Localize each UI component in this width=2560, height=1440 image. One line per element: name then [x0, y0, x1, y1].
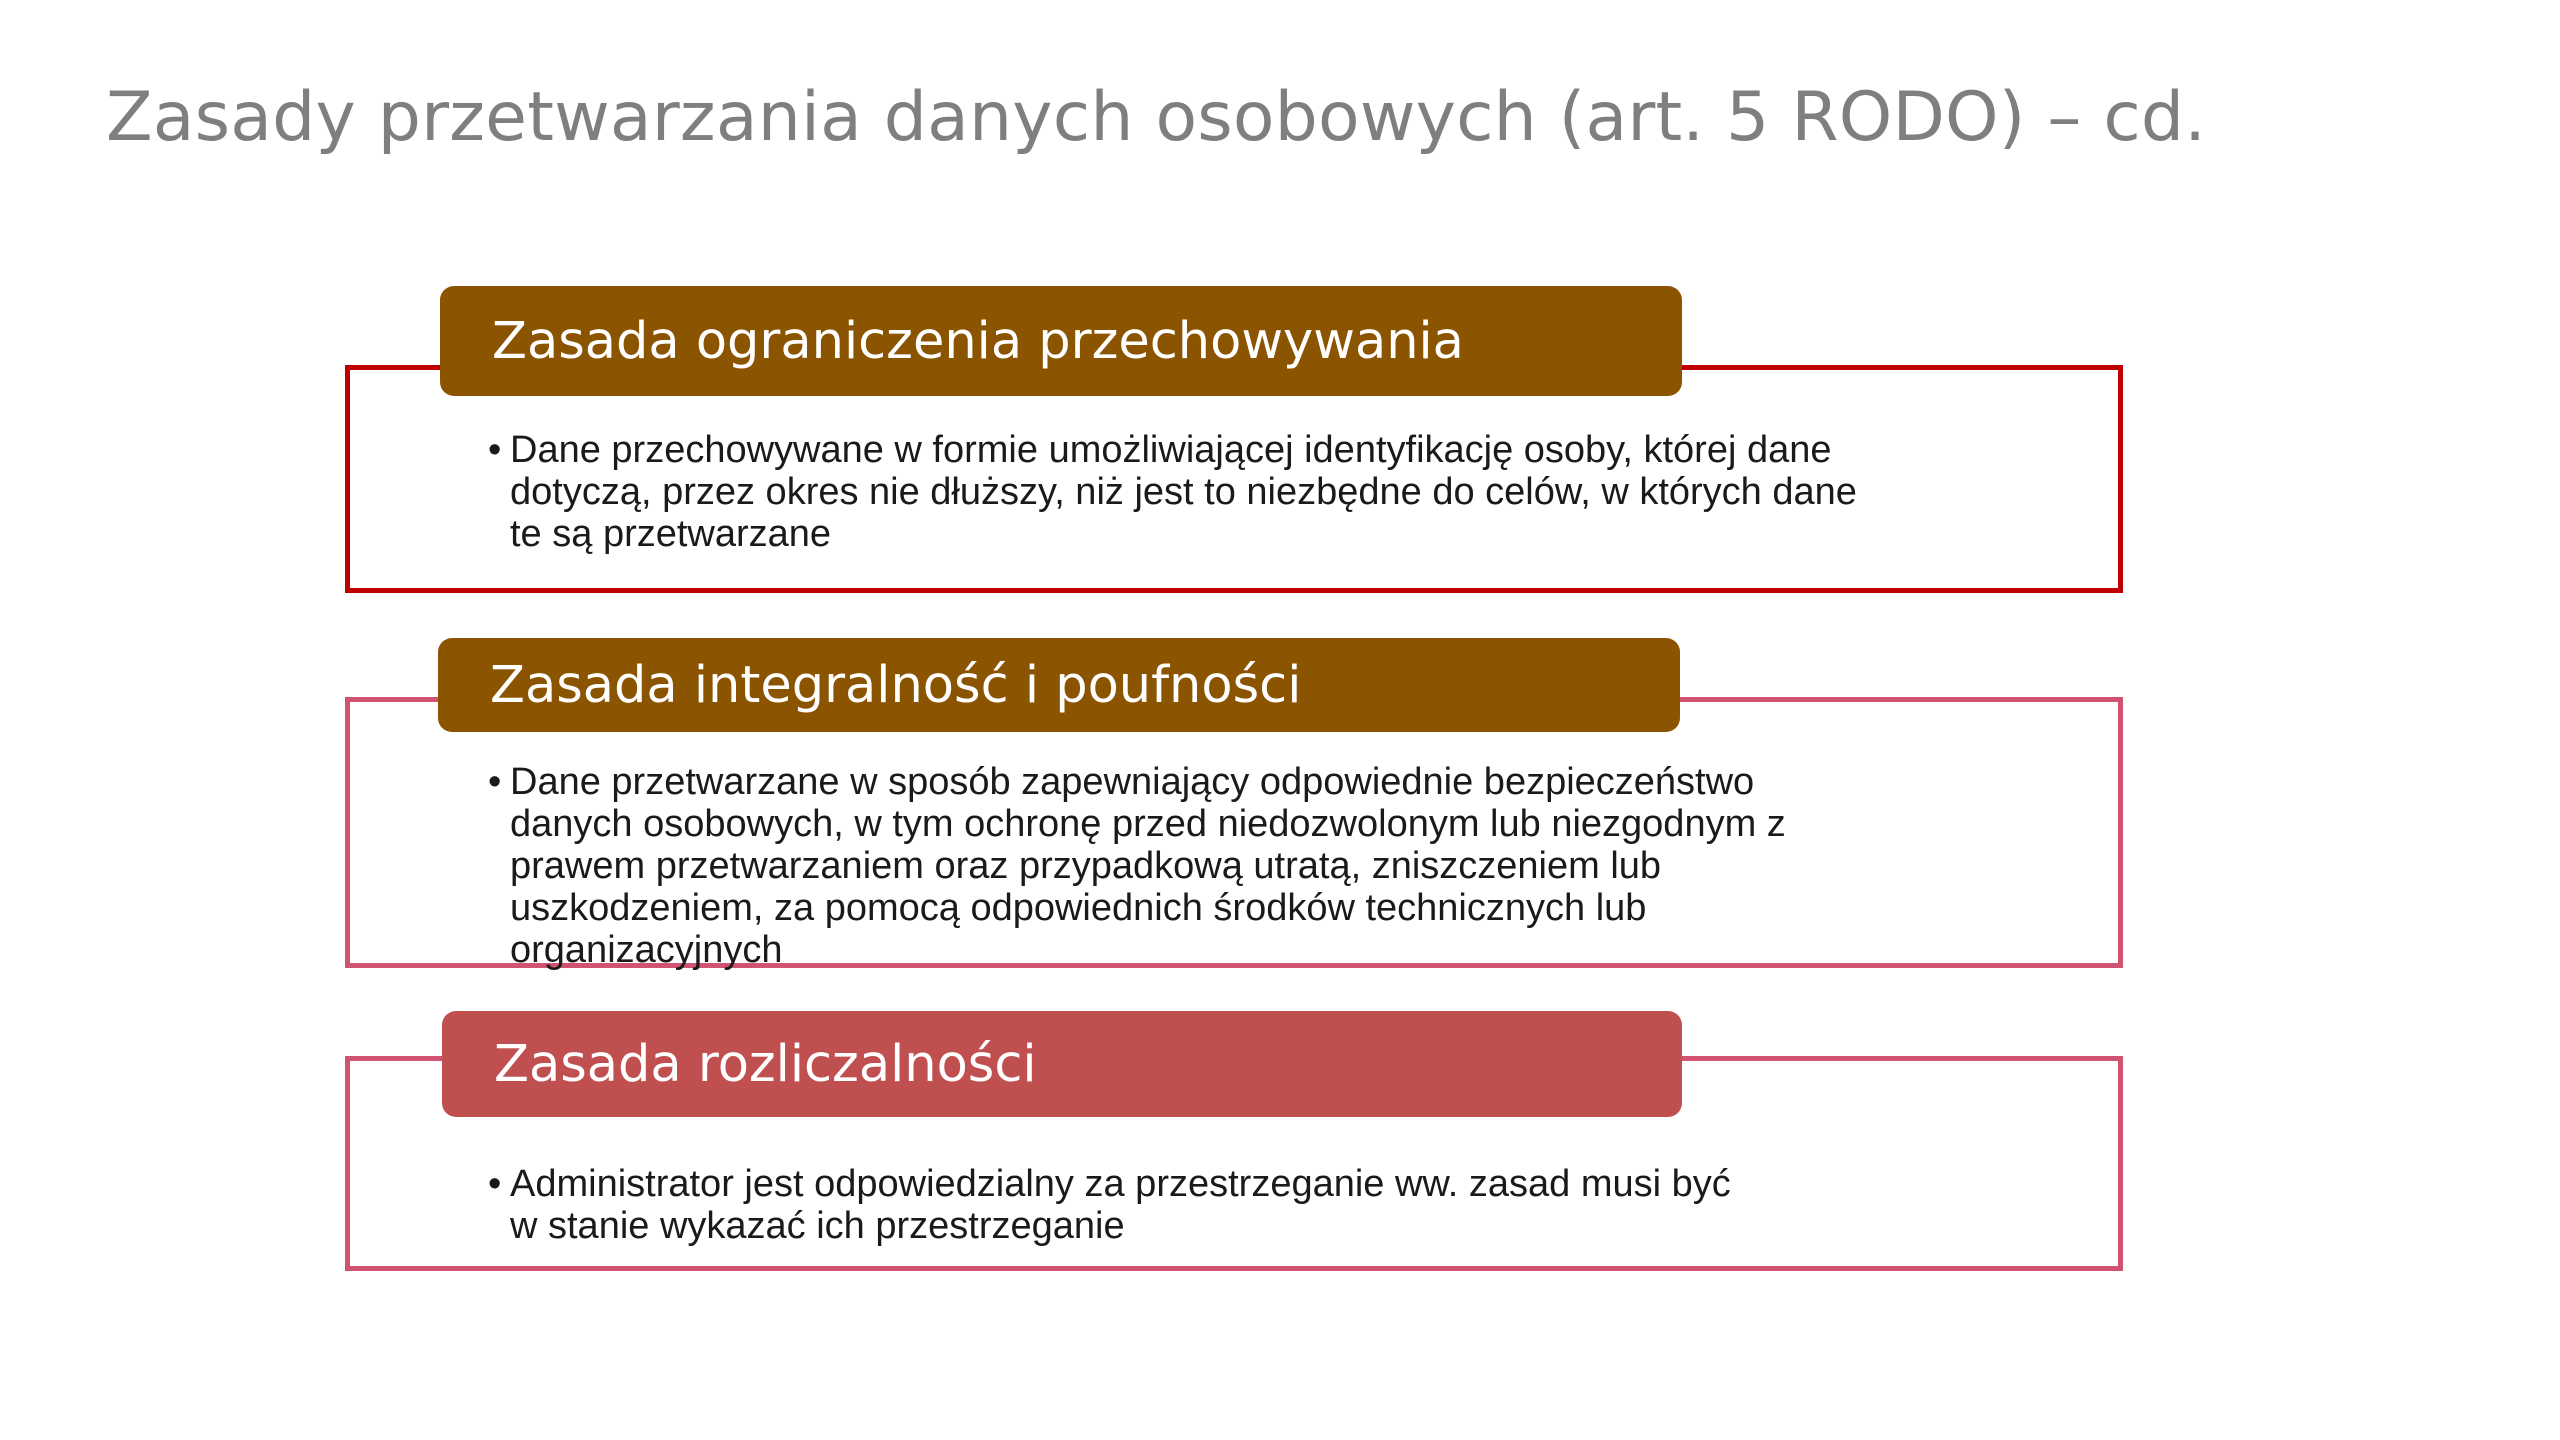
description-line: Dane przetwarzane w sposób zapewniający odpowiednie bezpieczeństwo [510, 761, 1755, 803]
principle-description-accountability [488, 1163, 2048, 1247]
principle-header-label: Zasada rozliczalności [494, 1034, 1037, 1094]
principle-header-storage-limitation [440, 286, 1682, 396]
principle-header-integrity-confidentiality [438, 638, 1680, 732]
description-line: prawem przetwarzaniem oraz przypadkową utratą, zniszczeniem lub [510, 845, 1662, 887]
bullet-icon: • [488, 1163, 502, 1205]
principle-header-label: Zasada ograniczenia przechowywania [492, 311, 1464, 371]
bullet-icon: • [488, 761, 502, 803]
description-line: w stanie wykazać ich przestrzeganie [510, 1205, 1125, 1247]
description-line: Administrator jest odpowiedzialny za przestrzeganie ww. zasad musi być [510, 1163, 1731, 1205]
description-line: organizacyjnych [510, 929, 783, 971]
principle-description-storage-limitation [488, 429, 2048, 555]
description-line: uszkodzeniem, za pomocą odpowiednich środków technicznych lub [510, 887, 1647, 929]
description-line: danych osobowych, w tym ochronę przed niedozwolonym lub niezgodnym z [510, 803, 1786, 845]
description-line: dotyczą, przez okres nie dłuższy, niż jest to niezbędne do celów, w których dane [510, 471, 1857, 513]
principle-header-label: Zasada integralność i poufności [490, 655, 1302, 715]
description-line: Dane przechowywane w formie umożliwiającej identyfikację osoby, której dane [510, 429, 1832, 471]
bullet-icon: • [488, 429, 502, 471]
principle-header-accountability [442, 1011, 1682, 1117]
slide-title: Zasady przetwarzania danych osobowych (art. 5 RODO) – cd. [106, 78, 2207, 157]
description-line: te są przetwarzane [510, 513, 832, 555]
principle-description-integrity-confidentiality [488, 761, 2048, 971]
